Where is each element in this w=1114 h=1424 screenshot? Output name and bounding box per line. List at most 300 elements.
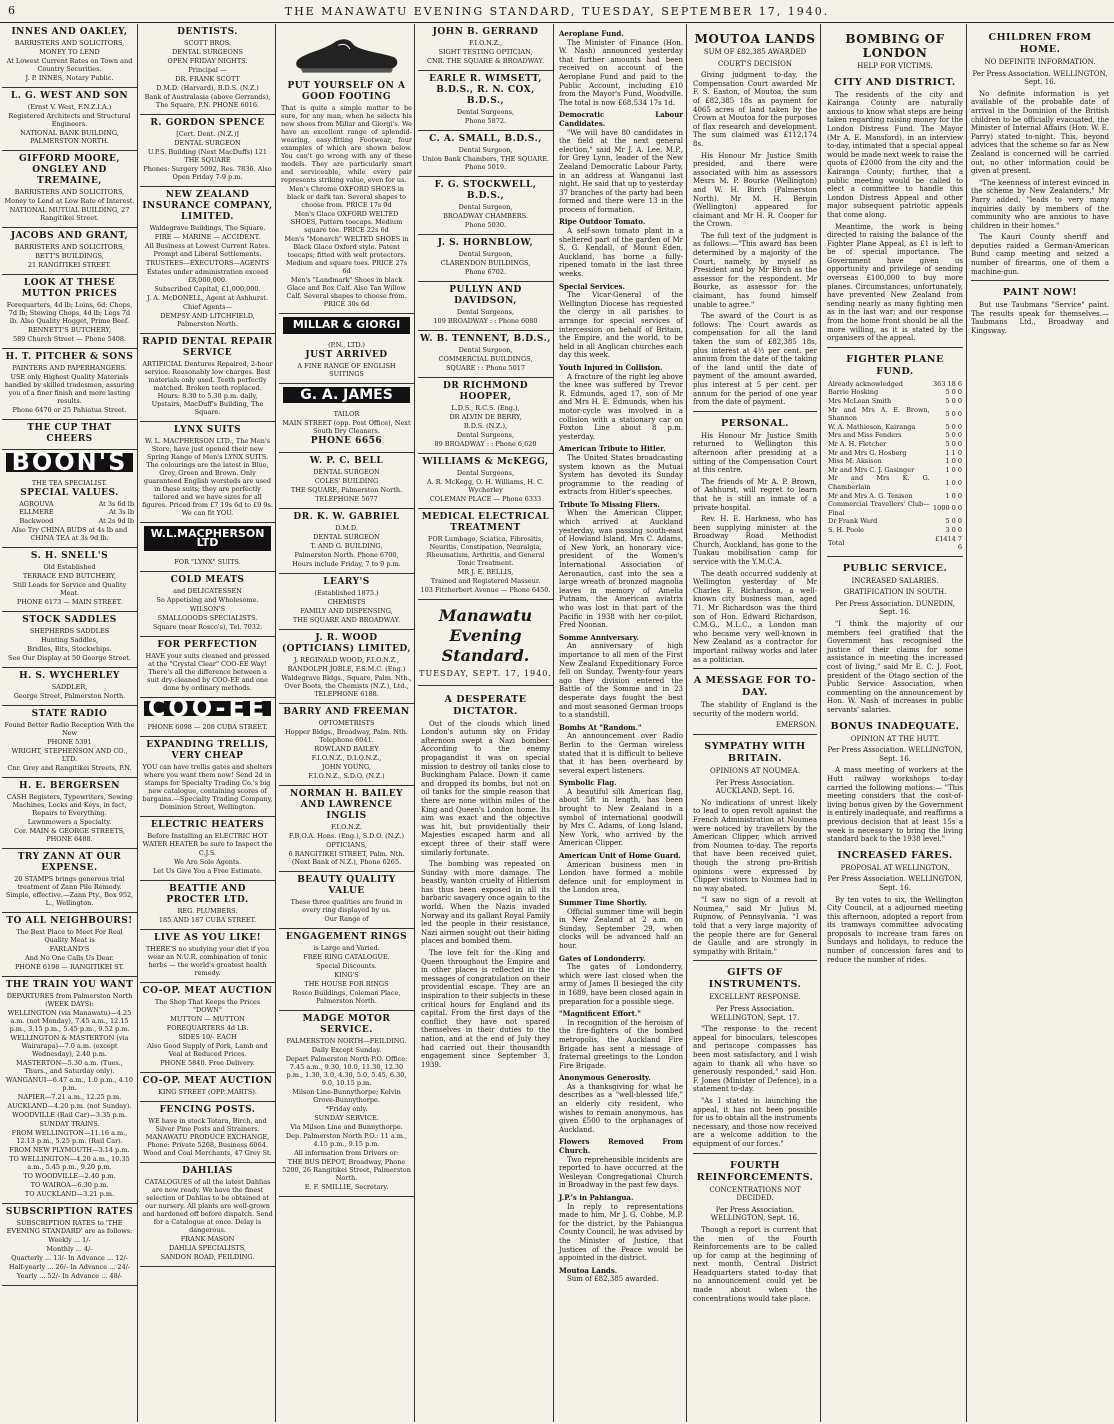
col2c-ad-line: FOREQUARTERS 4d LB. <box>166 1023 249 1032</box>
brief-heading: Summer Time Shortly. <box>559 898 647 907</box>
shoe-title: PUT YOURSELF ON A GOOD FOOTING <box>287 81 406 102</box>
col4-ad-8 <box>418 454 553 509</box>
shoe-item: Men's "Monarch" WELTED SHOES in Black Glace Oxford style. Patent toecaps; fitted with welt protectors. Medium and square toes. PRICE 27s 6d <box>284 235 409 275</box>
personal-paragraph: Rev. H. E. Harkness, who has been supplying minister at the Broadway Road Methodist Church, Auckland, has gone to the Tuakau mobilisation camp for service with the Y.M.C.A. <box>693 515 817 567</box>
col4-ad-7 <box>418 378 553 454</box>
editorial-head: A DESPERATE DICTATOR. <box>444 693 527 717</box>
col1b-ad-line: Still Leads for Service and Quality Meat. <box>12 581 127 598</box>
col1b-ad-line: Old Established <box>43 563 96 572</box>
col1b-ad-line: Hunting Saddles, <box>40 636 99 645</box>
col2c-ad-line: YOU can have trellis gates and shelters where you want them now! Send 2d in stamps for Specialty Trading Co.'s big new catalogue, containing scores of bargains.—Specialty Trading Company, Dominion Street, Wellington. <box>142 762 273 811</box>
col1b-ad-line: Found Better Radio Reception With the New <box>4 721 135 738</box>
fund-name: Already acknowledged <box>828 379 903 388</box>
col1b-ad-line: PHONE 6173 — MAIN STREET. <box>16 598 123 607</box>
col2-ad-line: DENTAL SURGEON <box>174 139 241 147</box>
col4-ad-line: Dental Surgeons, <box>456 431 515 439</box>
col4-ad-line: BROADWAY CHAMBERS. <box>443 212 528 220</box>
col1b-ad-heading: TO ALL NEIGHBOURS! <box>6 916 133 927</box>
col3-ad-line: These three qualities are found in every ring displayed by us. <box>290 898 403 915</box>
brief-heading: Special Services. <box>559 281 625 291</box>
fund-amount: 1 0 0 <box>945 465 962 474</box>
col4-ad-9 <box>418 509 553 600</box>
col4-ad-heading: F. G. STOCKWELL, B.D.S., <box>434 180 537 201</box>
col2c-ad-1 <box>140 817 275 881</box>
gifts-dateline: Per Press Association. WELLINGTON, Sept. 17. <box>710 1005 800 1022</box>
col3-ad-heading: NORMAN H. BAILEY AND LAWRENCE INGLIS <box>289 789 404 822</box>
moutoa-paragraph: His Honour Mr Justice Smith presided, and there were associated with him as assessors Mesrs M. P. Bourke (Wellington) and W. H. Birch (Palmerston North). Mr M. H. Bergin (Wellington) appeared for claimant and Mr H. R. Cooper for the Crown. <box>693 151 817 229</box>
col3-ad-5 <box>279 786 414 872</box>
fund-amount: 1 0 0 <box>945 491 962 500</box>
col3-ad-line: FREE RING CATALOGUE. <box>303 953 390 962</box>
gifts-head: GIFTS OF INSTRUMENTS. <box>708 967 802 991</box>
col1-ad-line: NATIONAL MUTUAL BUILDING, 27 Rangitikei Street. <box>9 206 130 222</box>
col1-ad-line: BARRISTERS AND SOLICITORS, <box>14 243 125 251</box>
fund-row <box>827 474 963 491</box>
bombing-article <box>824 24 966 969</box>
public-service-sub2: GRATIFICATION IN SOUTH. <box>843 588 947 597</box>
fares-dateline: Per Press Association. WELLINGTON, Sept. 16. <box>827 875 963 892</box>
personal-paragraph: The friends of Mr A. P. Brown, of Ashhurst, will regret to learn that he is still an inmate of a private hospital. <box>693 477 817 512</box>
col2b-ad-line: WILSON'S <box>189 605 226 614</box>
brief-text: Official summer time will begin in New Zealand at 2 a.m. on Sunday, September 29, when clocks will be advanced half an hour. <box>559 907 683 950</box>
col3-ad-line: Palmerston North. Phone 6700, <box>294 551 399 560</box>
col2c-ad-line: PHONE 5840. Free Delivery. <box>160 1058 255 1067</box>
col4-ad-line: Dental Surgeon, <box>458 250 513 258</box>
tea-row <box>4 500 135 509</box>
col1b-ad-line: And No One Calls Us Dear. <box>25 954 114 963</box>
fund-amount: 1000 0 0 <box>933 504 962 513</box>
col1-ad-2 <box>2 151 137 228</box>
brief-heading: Moutoa Lands. <box>559 1265 618 1275</box>
editorial-paragraph: The love felt for the King and Queen throughout the Empire and in other places is reflected in the messages of congratulation on their providential escape. They are an inspiration to their subjects in these critical hours for England and its capital. From the first days of the conflict they have not spared themselves in their duties to the nation, and at the end of July they had carried out their thousandth engagement since September 3, 1939. <box>421 949 550 1069</box>
col3-ad-line: SUNDAY SERVICE. <box>314 1114 379 1123</box>
brief-heading: Ripe Outdoor Tomato. <box>559 217 646 227</box>
col2b-ad-line: SMALLGOODS SPECIALISTS. <box>157 614 258 623</box>
editorial <box>418 686 553 1075</box>
col2-ad-line: All Business at Lowest Current Rates. Prompt and Liberal Settlements. <box>144 242 271 258</box>
col3-ad-line: (Established 1875.) <box>314 589 379 598</box>
tea-price: At 3s 6d lb <box>98 499 134 508</box>
fund-name: Mrs McLean Smith <box>828 397 892 405</box>
col3-ad-line: Dep. Palmerston North P.O.: 11 a.m., 4.15 p.m., 9.15 p.m. <box>285 1132 408 1149</box>
moutoa-article <box>690 24 820 1308</box>
macpherson-logo: W.L.MACPHERSON LTD <box>144 526 271 551</box>
col4-ad-line: CNR. THE SQUARE & BROADWAY. <box>426 57 545 65</box>
editorial-paragraph: The bombing was repeated on Sunday with more damage. The beastly, wanton cruelty of Hitlerism has thus been exposed in all its barbaric savagery once again to the world. When the Nazis invaded Norway and its gallant Royal Family led the people in their resistance, Nazi airmen sought out their hiding places and bombed them. <box>421 860 550 946</box>
col3-ad-line: DENTAL SURGEON <box>313 533 380 542</box>
col3-ad-line: TELEPHONE 5677 <box>315 495 378 504</box>
col1b-ad-line: Lawnmowers a Specialty. <box>27 818 112 827</box>
bonus-text: A mass meeting of workers at the Hutt railway workshops to-day carried the following motions:— "This meeting considers that the cost-of-living bonus given by the Government is entirely inadequate, and reaffirms a previous decision that at least 15s a week is necessary to bring the living standard back to the 1938 level." <box>827 766 964 844</box>
col3-ad-line: KING'S <box>334 971 359 980</box>
col3-ad-heading: BARRY AND FREEMAN <box>283 707 410 718</box>
fund-row <box>827 388 963 397</box>
fund-name: Mr and Mrs G. Hosberg <box>828 448 907 457</box>
city-paragraph: Meantime, the work is being directed to raising the balance of the Fighter Plane Appeal, as £1 is left to be of special importance. The Government have given us opportunity and privilege of sending overseas £100,000 to buy more planes. Circumstances, unfortunately, have prevented New Zealand from sending nearly as many fighting men as in the last war; and our response from the home front should be all the more willing, as it is stated by the organisers of the appeal. <box>827 222 963 343</box>
col3-ad-line: Hopper Bldgs., Broadway, Palm. Nth. Telephone 6041. <box>285 728 408 745</box>
paint-head: PAINT NOW! <box>1002 287 1078 299</box>
col3-ad-line: Via Milson Line and Bunnythorpe. <box>290 1123 403 1132</box>
col1b-ad-5 <box>2 849 137 913</box>
cooee-logo: COO-EE <box>144 701 271 716</box>
col2c-ad-line: FRANK MASON <box>180 1234 235 1243</box>
col2c-ad-heading: BEATTIE AND PROCTER LTD. <box>166 883 249 905</box>
col2-ad-line: Phones: Surgery 5092, Res. 7836. Also Open Friday 7-9 p.m. <box>143 165 272 181</box>
col2-ad-line: Principal — <box>188 66 227 74</box>
brief-text: The Vicar-General of the Wellington Diocese has requested the clergy in all parishes to arrange for special services of intercession on behalf of Britain, the Empire, and the world, to be held in all Anglican churches each day this week. <box>559 291 683 360</box>
col1b-ad-line: MASTERTON—5.30 a.m. (Tues., Thurs., and Saturday only). <box>16 1059 123 1076</box>
fund-row <box>827 466 963 475</box>
col1b-ad-line: TO WELLINGTON—4.20 a.m., 10.35 a.m., 5.45 p.m., 9.20 p.m. <box>9 1155 130 1172</box>
col2c-ad-7 <box>140 1163 275 1267</box>
children-dateline: Per Press Association. WELLINGTON, Sept. 16. <box>972 69 1108 87</box>
col1-ad-line: BETT'S BUILDINGS, <box>35 252 104 260</box>
col1b-ad-heading: SUBSCRIPTION RATES <box>5 1207 134 1218</box>
col1b-ad-3 <box>2 706 137 778</box>
brief-text: An announcement over Radio Berlin to the German wireless stated that it is difficult to believe that it has been overheard by several expert listeners. <box>559 732 683 775</box>
moutoa-paragraph: The full text of the judgment is as follows:—"This award has been determined by a majority of the Court, namely, by myself as President and by Mr Birch as the assessor for the respondent. Mr Bourke, as assessor for the claimant, has found himself unable to agree." <box>693 231 817 309</box>
col1-ad-0 <box>2 24 137 88</box>
col4-ad-line: DR ALVIN DE BERRY, <box>449 413 522 421</box>
fund-amount: 5 0 0 <box>945 397 962 405</box>
paper-nameplate <box>418 600 553 686</box>
col3-ad-line: DENTAL SURGEON <box>313 468 380 477</box>
col2-ad-3 <box>140 334 275 422</box>
brief-text: The gates of Londonderry, which were last closed when the army of James II besieged the city in 1689, have been closed again in preparation for a possible siege. <box>559 963 683 1006</box>
col4-ad-line: COMMERCIAL BUILDINGS, <box>438 355 533 363</box>
col4-ad-line: COLEMAN PLACE — Phone 6333 <box>429 495 542 503</box>
gifts-paragraph: "The response to the recent appeal for binoculars, telescopes and periscope compasses has been most satisfactory, and I wish again to thank all who have so generously responded," said Hon. F. Jones (Minister of Defence), in a statement to-day. <box>693 1025 817 1094</box>
col2c-ad-line: SANDON ROAD, FEILDING. <box>160 1252 255 1261</box>
col3-ad-7 <box>279 929 414 1011</box>
brief-heading: Flowers Removed From Church. <box>559 1137 683 1156</box>
fund-name: Mr A. H. Fletcher <box>828 439 887 448</box>
editorial-paragraph: Out of the clouds which lined London's autumn sky on Friday afternoon swept a Nazi bomber. According to the enemy propagandist it was on special mission to destroy oil tanks close to Buckingham Palace. Down it came and dropped its bombs, but not on oil tanks for the simple reason that there are none within miles of the King and Queen's London home. Its aim was exact and the objective was hit, but providentially their Majesties escaped harm and all except three of their staff were similarly fortunate. <box>421 719 550 857</box>
col2c-ad-line: KING STREET (OPP. MARTS). <box>158 1087 257 1096</box>
col3-ad-8 <box>279 1011 414 1197</box>
public-service-dateline: Per Press Association. DUNEDIN, Sept. 16. <box>835 599 955 617</box>
col3-ad-line: FAMILY AND DISPENSING, <box>300 607 393 616</box>
brief-heading: American Tribute to Hitler. <box>559 444 666 454</box>
paper-name: Manawatu Evening Standard. <box>438 606 533 665</box>
col3-ad-heading: BEAUTY QUALITY VALUE <box>297 875 396 897</box>
col1-ad-line: J. P. INNES, Notary Public. <box>25 74 114 82</box>
brief-heading: Tribute To Missing Fliers. <box>559 499 660 509</box>
fund-row <box>827 492 963 501</box>
public-service-sub: INCREASED SALARIES. <box>851 576 939 585</box>
col1b-ad-line: WELLINGTON & MASTERTON (via Wairarapa)—7.0 a.m. (except Wednesday), 2.40 p.m. <box>10 1034 129 1059</box>
col2c-ad-heading: CO-OP. MEAT AUCTION <box>142 1075 273 1086</box>
col3-ad-line: T. AND G. BUILDING, <box>310 542 383 551</box>
sympathy-dateline: Per Press Association. AUCKLAND, Sept. 16. <box>715 778 795 796</box>
col4-ad-line: Union Bank Chambers, THE SQUARE. Phone 5019. <box>422 155 549 171</box>
gifts-paragraph: "As I stated in launching the appeal, it has not been possible for us to obtain all the instruments necessary, and those now received are a welcome addition to the equipment of our forces." <box>693 1096 817 1148</box>
message-head: A MESSAGE FOR TO-DAY. <box>693 675 817 699</box>
shoe-item: Men's Glace OXFORD WELTED SHOES, Pattern toecaps. Medium square toe. PRICE 22s 6d <box>290 210 403 234</box>
col2-ad-line: Chief Agents— <box>183 303 232 311</box>
bonus-head: BONUS INADEQUATE. <box>830 720 960 732</box>
col2b-ad-heading: COLD MEATS <box>170 575 245 586</box>
brief-text: A beautiful silk American flag, about 5ft in length, has been brought to New Zealand in a symbol of international goodwill by Mrs C. Adams, of Long Island, New York, who arrived by the American Clipper. <box>559 787 683 848</box>
james-phone: PHONE 6656 <box>310 436 383 447</box>
col1b-ad-6 <box>2 913 137 977</box>
col4-ad-heading: MEDICAL ELECTRICAL TREATMENT <box>421 512 550 533</box>
col4-ad-heading: W. B. TENNENT, B.D.S., <box>420 334 551 344</box>
brief-heading: J.P.'s in Pahiangua. <box>559 1193 634 1202</box>
fund-name: Commercial Travellers' Club—Final <box>828 500 930 517</box>
fund-amount: 363 18 6 <box>933 379 962 388</box>
fund-amount: 1 1 0 <box>945 448 962 457</box>
col1-ad-line: NATIONAL BANK BUILDING, PALMERSTON NORTH. <box>20 129 119 145</box>
col2-ad-line: Bank of Australasia (above Gerrands), The Square, P.N. PHONE 6016. <box>144 93 271 109</box>
col2-ad-line: Subscribed Capital, £1,000,000. <box>154 285 261 293</box>
col1-ad-heading: JACOBS AND GRANT, <box>10 231 129 241</box>
brief-text: The United States broadcasting system known as the Mutual System has devoted its Sunday programme to the reading of extracts from Hitler's speeches. <box>559 453 683 497</box>
col3-ad-line: Daily Except Sunday. <box>311 1046 382 1055</box>
moutoa-head: MOUTOA LANDS <box>694 32 816 46</box>
col3-ad-line: RANDOLPH JOBLE, F.S.M.C. (Eng.) <box>287 665 406 674</box>
tea-name: ELLMERE <box>19 508 54 517</box>
fund-amount: £1414 7 6 <box>935 534 962 552</box>
col3-ad-2 <box>279 574 414 630</box>
brief-text: In recognition of the heroism of the fire-fighters of the bombed metropolis, the Auckland Fire Brigade has sent a message of fraternal greetings to the London Fire Brigade. <box>559 1018 683 1070</box>
col1-ad-line: Money to Lend at Low Rate of Interest. <box>4 197 135 205</box>
col1-ad-3 <box>2 228 137 275</box>
col3-ad-line: THE HOUSE FOR RINGS <box>304 980 389 989</box>
tailor-body: A FINE RANGE OF ENGLISH SUITINGS <box>297 361 396 378</box>
col2c-ad-line: 185 AND 187 CUBA STREET. <box>158 915 257 924</box>
col3-ad-heading: J. R. WOOD (OPTICIANS) LIMITED, <box>281 633 412 655</box>
col1-ad-line: 589 Church Street — Phone 5408. <box>12 335 127 343</box>
boons-sub: THE TEA SPECIALIST. <box>31 478 108 487</box>
col2c-ad-3 <box>140 930 275 983</box>
col1b-ad-line: Weekly ... 1/- <box>48 1236 91 1245</box>
col4-ad-3 <box>418 177 553 235</box>
col1-ad-line: PAINTERS AND PAPERHANGERS. <box>12 364 127 372</box>
fund-row <box>827 406 963 423</box>
fourth-dateline: Per Press Association. WELLINGTON, Sept. 16. <box>710 1205 800 1223</box>
brief-text: Sum of £82,385 awarded. <box>567 1275 659 1284</box>
col1b-ad-line: Cor. MAIN & GEORGE STREETS, PHONE 6488. <box>14 827 125 844</box>
col1b-ad-line: SADDLER, <box>51 683 88 692</box>
column-7 <box>824 24 967 1422</box>
col1b-ad-line: FROM NEW PLYMOUTH—3.14 p.m. <box>9 1146 130 1155</box>
col4-ad-line: CLARENDON BUILDINGS, <box>440 259 531 267</box>
col1-ad-line: At Lowest Current Rates on Town and Country Securities. <box>6 57 133 73</box>
boons-ad <box>2 475 137 549</box>
col3-ad-4 <box>279 704 414 786</box>
col4-ad-heading: DR RICHMOND HOOPER, <box>442 381 529 402</box>
col1b-ad-line: Cnr. Grey and Rangitikei Streets, P.N. <box>7 764 132 773</box>
col1-ad-heading: THE CUP THAT CHEERS <box>27 423 112 444</box>
col3-ad-line: Rosco Buildings, Coleman Place, Palmerston North. <box>292 989 401 1006</box>
col1-ad-line: BARRISTERS AND SOLICITORS, <box>14 39 125 47</box>
col1b-ad-line: TO WAIROA—6.30 p.m. <box>30 1181 109 1190</box>
col3-ad-heading: ENGAGEMENT RINGS <box>285 932 408 943</box>
col3-ad-line: is Large and Varied. <box>313 944 380 953</box>
col1b-ad-line: Quarterly ... 13/- In Advance ... 12/- <box>11 1254 128 1263</box>
fund-name: Mr and Mrs C. J. Gasinger <box>828 465 915 474</box>
fund-row <box>827 449 963 458</box>
col2-ad-heading: RAPID DENTAL REPAIR SERVICE <box>142 337 273 358</box>
fund-name: Dr Frank Ward <box>828 517 878 526</box>
fund-name: Mr and Mrs A. G. Tenison <box>828 491 913 500</box>
col1b-ad-line: Bridles, Bits, Stockwhips. <box>27 645 112 654</box>
tea-row <box>4 517 135 526</box>
col2c-ad-line: CATALOGUES of all the latest Dahlias are now ready. We have the finest selection of Dahlias to be obtained at our nursery. All plants are well-grown and hardened off before dispatch. Send for a Catalogue at once. Delay is dangerous. <box>142 1177 273 1234</box>
col2-ad-line: FIRE — MARINE — ACCIDENT. <box>154 233 261 241</box>
col4-ad-line: 109 BROADWAY : : Phone 6080 <box>433 317 538 325</box>
col1b-ad-line: Monthly ... 4/- <box>46 1245 93 1254</box>
col3-ad-1 <box>279 509 414 574</box>
gifts-sub: EXCELLENT RESPONSE. <box>709 993 801 1002</box>
column-6 <box>690 24 821 1422</box>
col1b-ad-line: DEPARTURES from Palmerston North (WEEK DAYS): <box>6 992 133 1009</box>
col1b-ad-line: FARLAND'S <box>49 945 90 954</box>
brief-heading: American Unit of Home Guard. <box>559 851 681 861</box>
fund-row <box>827 457 963 466</box>
col1b-ad-line: SHEPHERDS SADDLES <box>29 627 110 636</box>
col4-ad-0 <box>418 24 553 71</box>
col1b-ad-line: TO WOODVILLE—2.40 p.m. <box>23 1172 116 1181</box>
col1-ad-line: Phone 6470 or 25 Pahiatua Street. <box>12 406 127 414</box>
col2-ad-line: Waldegrave Buildings, The Square. <box>149 224 266 232</box>
col3-ad-line: OPTICIANS, <box>326 841 367 850</box>
col2c-ad-heading: CO-OP. MEAT AUCTION <box>142 985 273 996</box>
brief-heading: "Magnificent Effort." <box>559 1009 641 1019</box>
col2c-ad-line: C.J.S. <box>198 848 217 857</box>
col1-ad-line: RENNETT'S BUTCHERY, <box>27 326 112 334</box>
col1-ad-line: (Ernst V. West, F.N.Z.I.A.) <box>27 103 112 111</box>
col2-ad-heading: NEW ZEALAND INSURANCE COMPANY, LIMITED. <box>142 190 273 222</box>
fund-name: Miss M. Aksison <box>828 457 882 466</box>
col4-ad-line: Phone 5872. <box>464 117 507 125</box>
col1b-ad-heading: H. E. BERGERSEN <box>19 781 120 792</box>
col1b-ad-line: WRIGHT, STEPHENSON AND CO., LTD. <box>11 747 128 764</box>
col4-ad-4 <box>418 235 553 282</box>
col2c-ad-4 <box>140 983 275 1073</box>
col4-ad-heading: J. S. HORNBLOW, <box>437 238 534 248</box>
col2c-ad-6 <box>140 1102 275 1163</box>
col2-ad-line: W. L. MACPHERSON LTD., The Men's Store, have just opened their new Spring Range of Men's LYNX SUITS. The colourings are the latest in Blue, Grey, Green and Brown. Only guaranteed English worsteds are used in these suits; they are perfectly tailored and we have sizes for all figures. Priced from £7 19s 6d to £9 9s. We can fit YOU. <box>142 437 273 517</box>
col2b-ad-line: HAVE your suits cleaned and pressed at the "Crystal Clear" COO-EE Way! There's all the difference between a suit dry-cleaned by COO-EE and one done by ordinary methods. <box>145 652 270 693</box>
col1-ad-line: MONEY TO LEND <box>39 48 100 56</box>
col1-ad-5 <box>2 349 137 420</box>
col3-ad-line: JOHN YOUNG, <box>321 763 372 772</box>
col2c-ad-line: WE have in stock Totara, Birch, and Silver Pine Posts and Strainers. MANAWATU PRODUCE EXCHANGE, Phone: Private 5268, Business 6064. Wood and Coal Merchants, 47 Grey St. <box>143 1116 272 1157</box>
brief-text: The Minister of Finance (Hon. W. Nash) announced yesterday that further amounts had been received on account of the Aeroplane Fund and paid to the Public Account, including £10 from the Mayor's Fund, Woodville. The total is now £68,534 17s 1d. <box>559 38 683 107</box>
personal-head: PERSONAL. <box>721 417 789 429</box>
brief-heading: Somme Anniversary. <box>559 632 639 642</box>
brief-heading: Anonymous Generosity. <box>559 1073 651 1083</box>
col3-ad-line: ROWLAND BAILEY <box>314 745 379 754</box>
news-briefs <box>556 24 686 1289</box>
col2-ad-line: SCOTT BROS. <box>184 39 231 47</box>
col4-ad-line: F.I.O.N.Z., <box>468 39 503 47</box>
col3-ad-line: Waldegrave Bldgs., Square, Palm. Nth., Over Boots, the Chemists (N.Z.), Ltd., TELEPHONE 6188. <box>281 674 412 699</box>
tea-name: Backwood <box>19 516 54 525</box>
brief-text: A fracture of the right leg above the knee was suffered by Trevor R. Edmunds, aged 17, son of Mr and Mrs H. E. Edmunds, when his motor-cycle was involved in a collision with a stationary car on Foxton Line about 8 p.m. yesterday. <box>559 372 683 441</box>
col4-ad-line: A. R. McKegg, O. H. Williams, H. C. Wycherley <box>426 478 544 494</box>
column-4 <box>418 24 554 1422</box>
col2c-ad-line: REG. PLUMBERS. <box>177 906 238 915</box>
children-head: CHILDREN FROM HOME. <box>988 32 1092 55</box>
col1b-ad-line: Half-yearly ... 26/- In Advance ... 24/- <box>8 1263 131 1272</box>
millar-giorgi-logo: MILLAR & GIORGI <box>283 317 410 334</box>
col3-ad-line: THE BUS DEPOT, Broadway, Phone 5200, 26 Rangitikei Street, Palmerston North. <box>282 1158 411 1183</box>
col3-ad-line: F.I.O.N.Z. <box>330 823 363 832</box>
col3-ad-line: E. F. SMILLIE, Secretary. <box>304 1183 389 1192</box>
col1b-ad-line: 20 STAMPS brings generous trial treatment of Zann Pile Remedy. Simple, effective.—Zann Pty., Box 952, L., Wellington. <box>5 875 134 908</box>
col1b-ad-heading: S. H. SNELL'S <box>30 551 109 562</box>
brief-text: An anniversary of high importance to all men of the First New Zealand Expeditionary Force fell on Sunday. Twenty-four years ago they division entered the Battle of the Somme and in 23 desperate days fought the best and most seasoned German troops to a standstill. <box>559 642 683 720</box>
col1-ad-heading: LOOK AT THESE MUTTON PRICES <box>21 278 118 299</box>
col4-ad-2 <box>418 131 553 177</box>
col3-ad-heading: MADGE MOTOR SERVICE. <box>302 1014 391 1036</box>
col1b-ad-line: WANGANUI—6.47 a.m., 1.0 p.m., 4.10 p.m. <box>5 1076 134 1093</box>
col2-ad-4 <box>140 422 275 523</box>
brief-heading: Youth Injured in Collision. <box>559 362 663 372</box>
col3-ad-line: Milson Line-Bunnythorpe; Kelvin Grove-Bunnythorpe. <box>292 1088 401 1105</box>
col2-ad-0 <box>140 24 275 115</box>
col2c-ad-heading: ELECTRIC HEATERS <box>150 819 265 830</box>
fund-row <box>827 535 963 552</box>
brief-text: When the American Clipper, which arrived at Auckland yesterday, was passing south-east of Howland Island, Mrs C. Adams, of New York, an honorary vice-president of the Women's International Association of Aeronautics, cast into the sea a large wreath of bronzed magnolia leaves in memory of Amelia Putnam, the American aviatrix who was lost in that part of the Pacific in 1938 with her co-pilot, Fred Noonan. <box>559 509 683 630</box>
col4-ad-line: Dental Surgeons, <box>456 469 515 477</box>
col1-ad-line: BARRISTERS AND SOLICITORS, <box>14 188 125 196</box>
col1b-ad-line: TERRACE END BUTCHERY, <box>22 572 117 581</box>
col1b-ad-1 <box>2 612 137 668</box>
bombing-sub: HELP FOR VICTIMS. <box>857 62 933 70</box>
brief-heading: Bombs At "Random." <box>559 722 642 732</box>
col2-ad-heading: LYNX SUITS <box>173 425 242 435</box>
col4-ad-5 <box>418 282 553 331</box>
col3-ad-line: D.M.D. <box>335 524 358 533</box>
col2c-ad-heading: LIVE AS YOU LIKE! <box>153 932 262 943</box>
col1-ad-heading: H. T. PITCHER & SONS <box>5 352 134 362</box>
col3-ad-heading: LEARY'S <box>323 577 370 588</box>
fund-amount: 5 0 0 <box>945 439 962 448</box>
col3-ad-line: F.I.O.N.Z., D.I.O.N.Z., <box>311 754 382 763</box>
fund-name: Mr and Mrs A. E. Brown, Shannon <box>828 405 930 423</box>
col2c-ad-line: THERE'S no studying your diet if you wear an N.U.R. combination of tonic herbs — the world's greatest health remedy. <box>145 944 270 977</box>
col2c-ad-line: DAHLIA SPECIALISTS, <box>169 1243 246 1252</box>
james-ad <box>279 406 414 453</box>
col2b-ad-line: Square (near Rosco's), Tel. 7032. <box>152 623 263 632</box>
col1b-ad-line: See Our Display at 50 George Street. <box>8 654 131 663</box>
col2-ad-line: ARTIFICIAL Dentures Repaired, 2-hour service. Reasonably low charges. Best materials only used. Teeth perfectly matched. Broken teeth replaced. Hours: 8.30 to 5.30 p.m. daily, Upstairs, MacDuff's Building, The Square. <box>142 360 273 416</box>
col1b-ad-heading: THE TRAIN YOU WANT <box>5 980 134 991</box>
moutoa-paragraph: The award of the Court is as follows: The Court awards as compensation for all the land taken the sum of £82,385 18s, plus interest at 4½ per cent. per annum from the date of the taking of the land until the date of payment of the amount awarded, plus interest at 5 per cent. per annum for the period of one year from the date of payment. <box>693 312 817 407</box>
col2c-ad-line: SIDES 10/- EACH <box>178 1032 237 1041</box>
fighter-head: FIGHTER PLANE FUND. <box>846 353 944 377</box>
col2-ad-line: Estates under administration exceed £8,000,000. <box>146 268 269 284</box>
col2c-ad-0 <box>140 737 275 817</box>
column-8 <box>968 24 1112 1422</box>
message-author: EMERSON. <box>775 721 817 730</box>
cooee-sub: PHONE 6098 — 208 CUBA STREET. <box>147 722 268 731</box>
col2c-ad-heading: FENCING POSTS. <box>159 1104 256 1115</box>
col1-ad-heading: L. G. WEST AND SON <box>10 91 129 101</box>
millar-sub: (P.N., LTD.) <box>328 340 365 349</box>
col1-ad-6 <box>2 420 137 450</box>
children-sub: NO DEFINITE INFORMATION. <box>984 58 1096 66</box>
col1-ad-heading: GIFFORD MOORE, ONGLEY AND TREMAINE, <box>18 154 121 186</box>
col1b-ad-2 <box>2 668 137 706</box>
fund-amount: 1 0 0 <box>945 478 962 487</box>
bonus-sub: OPINION AT THE HUTT. <box>850 734 940 743</box>
col2-ad-line: DEMPSY AND LITCHFIELD, Palmerston North. <box>160 312 255 328</box>
